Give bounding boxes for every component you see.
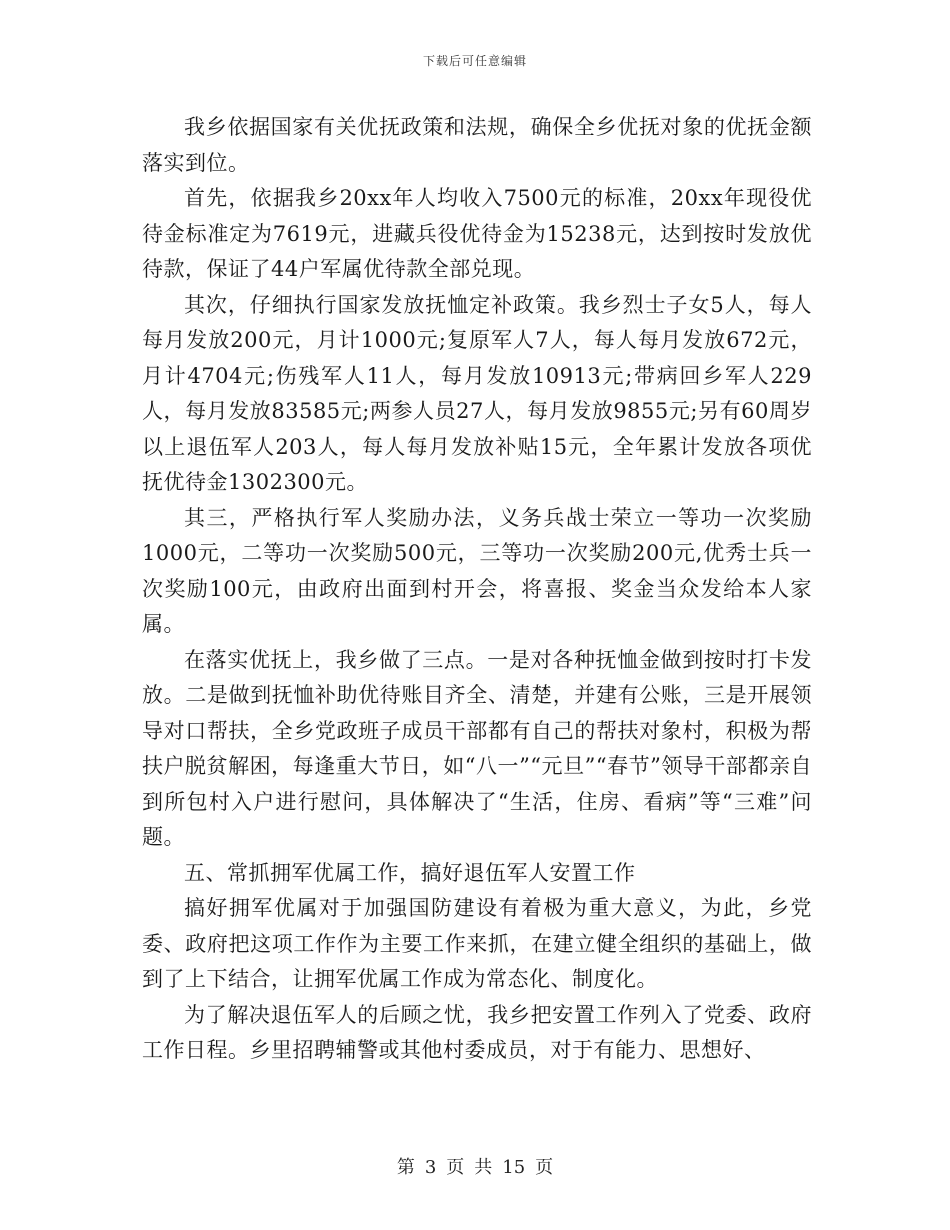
page-total: 15	[502, 1157, 526, 1178]
page-word: 页	[446, 1157, 465, 1178]
paragraph: 其三，严格执行军人奖励办法，义务兵战士荣立一等功一次奖励1000元，二等功一次奖励500元，三等功一次奖励200元,优秀士兵一次奖励100元，由政府出面到村开会，将喜报、奖金当众发给本人家属。	[142, 505, 812, 636]
page-prefix: 第	[396, 1157, 415, 1178]
header-note: 下载后可任意编辑	[422, 54, 527, 68]
document-body	[142, 110, 812, 1069]
page-current: 3	[424, 1157, 437, 1178]
paragraph: 为了解决退伍军人的后顾之忧，我乡把安置工作列入了党委、政府工作日程。乡里招聘辅警或其他村委成员，对于有能力、思想好、	[142, 1002, 812, 1062]
section-heading: 五、常抓拥军优属工作，搞好退伍军人安置工作	[184, 860, 636, 885]
paragraph: 搞好拥军优属对于加强国防建设有着极为重大意义，为此，乡党委、政府把这项工作作为主要工作来抓，在建立健全组织的基础上，做到了上下结合，让拥军优属工作成为常态化、制度化。	[142, 896, 812, 991]
paragraph: 我乡依据国家有关优抚政策和法规，确保全乡优抚对象的优抚金额落实到位。	[142, 115, 812, 175]
paragraph: 在落实优抚上，我乡做了三点。一是对各种抚恤金做到按时打卡发放。二是做到抚恤补助优待账目齐全、清楚，并建有公账，三是开展领导对口帮扶，全乡党政班子成员干部都有自己的帮扶对象村，积极为帮扶户脱贫解困，每逢重大节日，如“八一”“元旦”“春节”领导干部都亲自到所包村入户进行慰问，具体解决了“生活，住房、看病”等“三难”问题。	[142, 647, 812, 849]
page-total-word: 共	[474, 1157, 493, 1178]
page-number	[0, 1153, 950, 1179]
paragraph: 首先，依据我乡20xx年人均收入7500元的标准，20xx年现役优待金标准定为7619元，进藏兵役优待金为15238元，达到按时发放优待款，保证了44户军属优待款全部兑现。	[142, 186, 812, 281]
paragraph: 其次，仔细执行国家发放抚恤定补政策。我乡烈士子女5人，每人每月发放200元，月计1000元;复原军人7人，每人每月发放672元，月计4704元;伤残军人11人，每月发放10913元;带病回乡军人229人，每月发放83585元;两参人员27人，每月发放9855元;另有60周岁以上退伍军人203人，每人每月发放补贴15元，全年累计发放各项优抚优待金1302300元。	[142, 292, 812, 494]
page-suffix: 页	[535, 1157, 554, 1178]
